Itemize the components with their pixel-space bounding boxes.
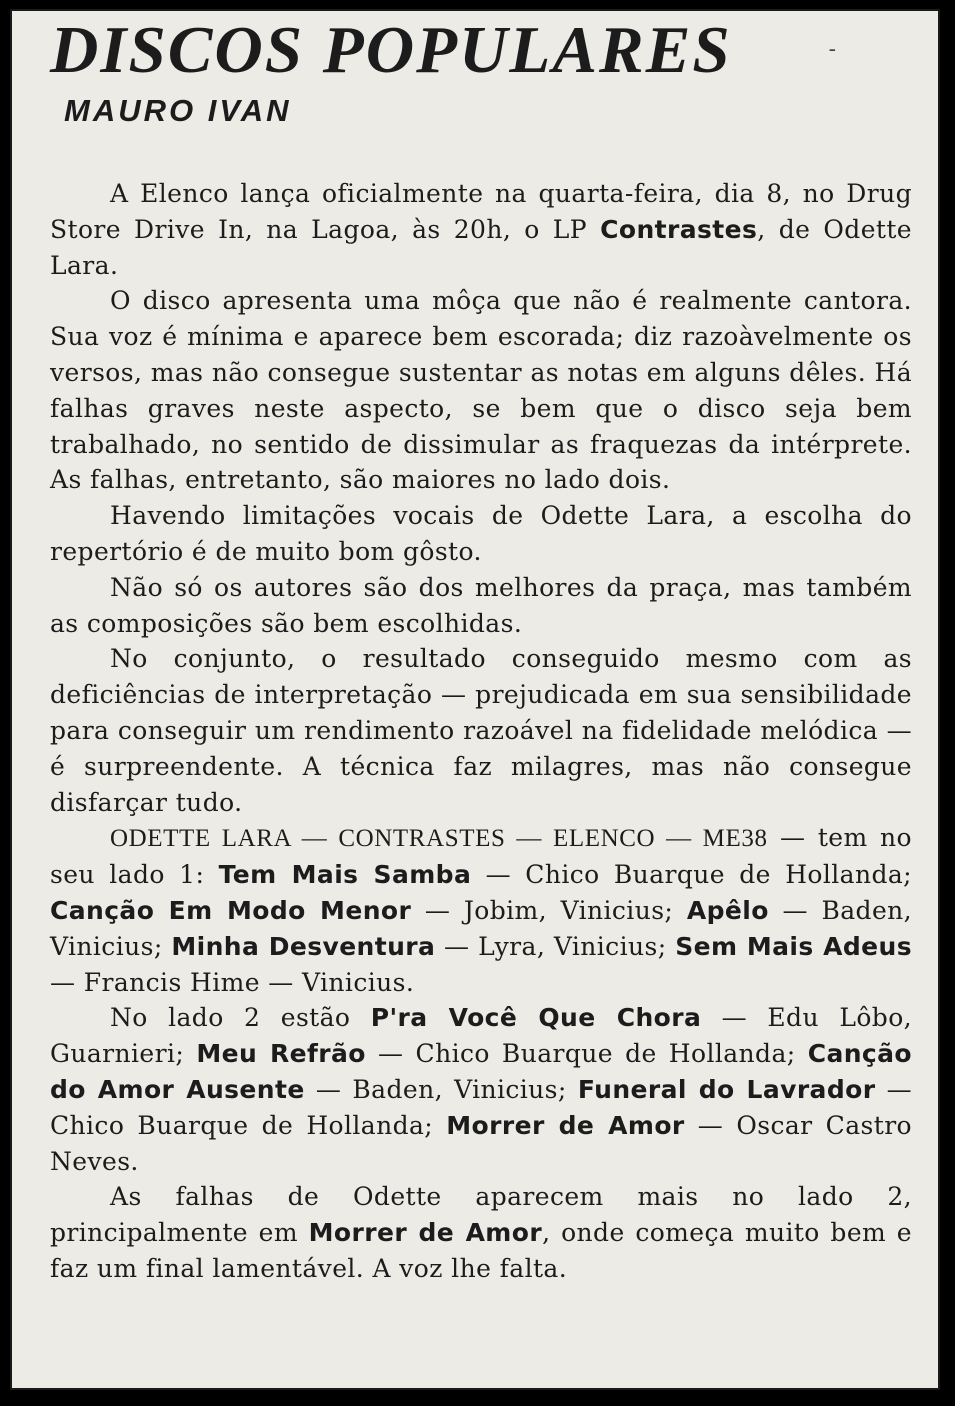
text-run: As falhas de Odette aparecem mais no lado 2, principalmente em	[50, 1182, 912, 1248]
text-run: — Chico Buarque de Hollanda;	[471, 860, 912, 890]
song-title: Morrer de Amor	[446, 1110, 685, 1140]
song-title: Sem Mais Adeus	[675, 931, 912, 961]
text-run: A Elenco lança oficialmente na quarta-feira, dia 8, no Drug Store Drive In, na Lagoa, às 20h, o LP	[50, 179, 912, 244]
text-run: Havendo limitações vocais de Odette Lara, a escolha do repertório é de muito bom gôsto.	[50, 501, 912, 566]
song-title: Apêlo	[686, 895, 769, 925]
text-run: — Baden, Vinicius;	[304, 1074, 578, 1104]
album-credit: ODETTE LARA — CONTRASTES — ELENCO — ME38	[110, 825, 768, 853]
song-title: Contrastes	[600, 214, 758, 244]
text-run: , de Odette Lara.	[50, 214, 912, 280]
paragraph	[50, 498, 912, 570]
paragraph	[50, 1179, 912, 1286]
text-run: — tem no seu lado 1:	[50, 823, 912, 890]
song-title: Funeral do Lavrador	[577, 1074, 876, 1104]
paragraph	[50, 1000, 912, 1179]
song-title: Canção Em Modo Menor	[50, 895, 412, 925]
text-run: — Oscar Castro Neves.	[50, 1110, 912, 1176]
byline: MAURO IVAN	[64, 93, 292, 128]
newspaper-clipping	[10, 9, 940, 1390]
song-title: Meu Refrão	[196, 1039, 366, 1069]
text-run: No lado 2 estão	[110, 1003, 371, 1033]
text-run: — Edu Lôbo, Guarnieri;	[50, 1003, 913, 1069]
text-run: — Lyra, Vinicius;	[435, 931, 676, 961]
paragraph	[50, 283, 912, 498]
text-run: O disco apresenta uma môça que não é realmente cantora. Sua voz é mínima e aparece bem escorada; diz razoàvelmente os versos, mas não consegue sustentar as notas em alguns dêles. Há falhas graves neste aspecto, se bem que o disco seja bem trabalhado, no sentido de dissimular as fraquezas da intérprete. As falhas, entretanto, são maiores no lado dois.	[50, 286, 912, 495]
paragraph	[50, 570, 912, 642]
text-run: — Baden, Vinicius;	[50, 895, 912, 961]
text-run: No conjunto, o resultado conseguido mesmo com as deficiências de interpretação — prejudicada em sua sensibilidade para conseguir um rendimento razoável na fidelidade melódica — é surpreendente. A técnica faz milagres, mas não consegue disfarçar tudo.	[50, 644, 912, 817]
headline: DISCOS POPULARES	[50, 13, 732, 87]
text-run: — Chico Buarque de Hollanda;	[365, 1039, 808, 1069]
song-title: Minha Desventura	[171, 931, 436, 961]
song-title: Canção do Amor Ausente	[50, 1039, 912, 1104]
text-run: — Francis Hime — Vinicius.	[50, 967, 415, 997]
paragraph	[50, 641, 912, 820]
text-run: , onde começa muito bem e faz um final lamentável. A voz lhe falta.	[50, 1218, 913, 1283]
article-body	[50, 176, 912, 1287]
paragraph	[50, 176, 912, 283]
text-run: — Jobim, Vinicius;	[411, 895, 687, 925]
text-run: — Chico Buarque de Hollanda;	[50, 1074, 912, 1140]
song-title: Morrer de Amor	[308, 1218, 543, 1248]
print-mark: -	[828, 37, 836, 62]
text-run: Não só os autores são dos melhores da praça, mas também as composições são bem escolhidas.	[50, 572, 912, 638]
paragraph	[50, 820, 912, 1000]
song-title: Tem Mais Samba	[218, 860, 472, 890]
song-title: P'ra Você Que Chora	[370, 1003, 702, 1033]
